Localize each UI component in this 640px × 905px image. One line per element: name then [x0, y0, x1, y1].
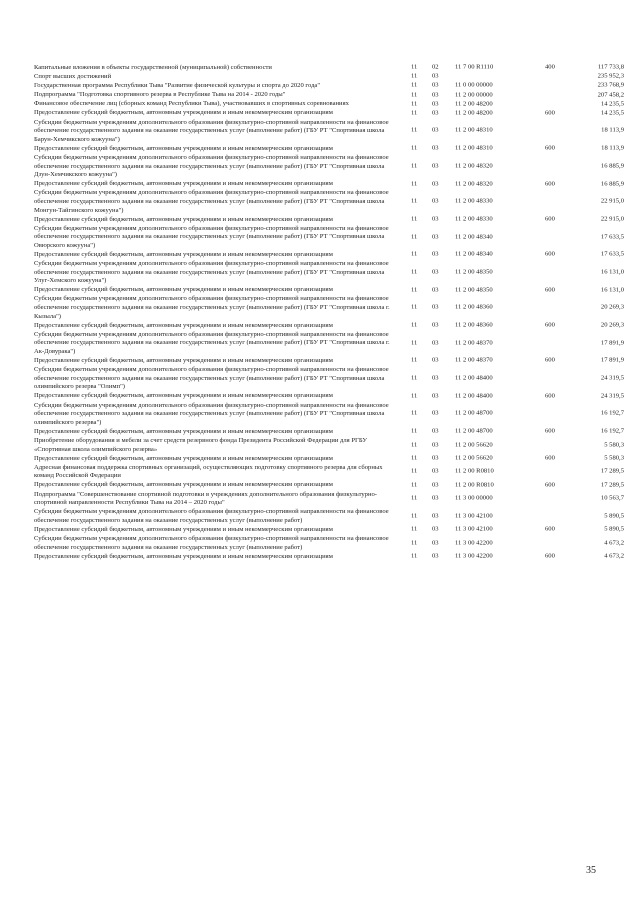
expense-type-code: 600	[545, 180, 555, 188]
table-row	[34, 154, 624, 180]
expense-type-code: 600	[545, 286, 555, 294]
table-row	[34, 109, 624, 118]
target-article-code: 11 2 00 56620	[455, 454, 493, 462]
target-article-code: 11 2 00 00000	[455, 91, 493, 99]
row-description: Предоставление субсидий бюджетным, автономным учреждениям и иным некоммерческим организациям	[34, 454, 333, 462]
expense-type-code: 400	[545, 64, 555, 71]
table-row	[34, 216, 624, 225]
subsection-code: 03	[432, 268, 439, 276]
section-code: 11	[411, 392, 418, 400]
subsection-code: 03	[432, 468, 439, 476]
amount: 10 563,7	[600, 494, 624, 502]
subsection-code: 03	[432, 73, 439, 81]
amount: 22 915,0	[600, 215, 624, 223]
section-code: 11	[411, 91, 418, 99]
table-row	[34, 295, 624, 321]
row-description: Капитальные вложения в объекты государственной (муниципальной) собственности	[34, 64, 272, 71]
section-code: 11	[411, 73, 418, 81]
expense-type-code: 600	[545, 357, 555, 365]
section-code: 11	[411, 197, 418, 205]
target-article-code: 11 2 00 48370	[455, 357, 493, 365]
section-code: 11	[411, 339, 418, 347]
amount: 4 673,2	[604, 539, 624, 547]
section-code: 11	[411, 494, 418, 502]
section-code: 11	[411, 215, 418, 223]
section-code: 11	[411, 525, 418, 533]
row-description: Спорт высших достижений	[34, 73, 112, 81]
amount: 117 733,8	[597, 64, 624, 71]
table-row	[34, 260, 624, 286]
amount: 17 633,5	[600, 233, 624, 241]
table-row	[34, 145, 624, 154]
subsection-code: 03	[432, 215, 439, 223]
row-description: Финансовое обеспечение лиц (сборных команд Республики Тыва), участвовавших в спортивных соревнованиях	[34, 100, 349, 108]
subsection-code: 03	[432, 286, 439, 294]
table-row	[34, 322, 624, 331]
table-row	[34, 481, 624, 490]
row-description: Приобретение оборудования и мебели за счет средств резервного фонда Президента Российской Федерации для РГБУ «Спортивная школа олимпийского резерва»	[34, 436, 368, 453]
amount: 233 768,9	[597, 82, 624, 90]
table-row	[34, 82, 624, 91]
row-description: Субсидии бюджетным учреждениям дополнительного образования физкультурно-спортивной направленности на финансовое обеспечение государственного задания на оказание государственных услуг (выполнение работ) (ГБУ РТ "Спортивная школа Дзун-Хемчикского кожууна")	[34, 153, 389, 179]
table-row	[34, 392, 624, 401]
amount: 16 131,0	[600, 286, 624, 294]
section-code: 11	[411, 127, 418, 135]
section-code: 11	[411, 82, 418, 90]
amount: 17 289,5	[600, 468, 624, 476]
section-code: 11	[411, 100, 418, 108]
row-description: Подпрограмма "Совершенствование спортивной подготовки в учреждениях дополнительного образования физкультурно-спортивной направленности Республики Тыва на 2014 – 2020 годы"	[34, 490, 377, 507]
section-code: 11	[411, 144, 418, 152]
section-code: 11	[411, 539, 418, 547]
row-description: Субсидии бюджетным учреждениям дополнительного образования физкультурно-спортивной направленности на финансовое обеспечение государственного задания на оказание государственных услуг (выполнение работ) (ГБУ РТ "Спортивная школа Барун-Хемчикского кожууна")	[34, 118, 389, 143]
row-description: Предоставление субсидий бюджетным, автономным учреждениям и иным некоммерческим организациям	[34, 525, 333, 533]
subsection-code: 03	[432, 82, 439, 90]
amount: 20 269,3	[600, 304, 624, 312]
subsection-code: 03	[432, 481, 439, 489]
expense-type-code: 600	[545, 250, 555, 258]
row-description: Субсидии бюджетным учреждениям дополнительного образования физкультурно-спортивной направленности на финансовое обеспечение государственного задания на оказание государственных услуг (выполнение работ) (ГБУ РТ "Спортивная школа г. Ак-Довурака")	[34, 330, 390, 355]
amount: 16 885,9	[600, 162, 624, 170]
amount: 14 235,5	[600, 109, 624, 117]
target-article-code: 11 2 00 48340	[455, 233, 493, 241]
amount: 5 890,5	[604, 512, 624, 520]
subsection-code: 03	[432, 392, 439, 400]
target-article-code: 11 2 00 48700	[455, 410, 493, 418]
section-code: 11	[411, 180, 418, 188]
amount: 20 269,3	[600, 321, 624, 329]
amount: 207 458,2	[597, 91, 624, 99]
table-row	[34, 428, 624, 437]
row-description: Предоставление субсидий бюджетным, автономным учреждениям и иным некоммерческим организациям	[34, 481, 333, 489]
amount: 17 891,9	[600, 357, 624, 365]
target-article-code: 11 3 00 42200	[455, 539, 493, 547]
subsection-code: 02	[432, 64, 439, 71]
amount: 16 131,0	[600, 268, 624, 276]
subsection-code: 03	[432, 454, 439, 462]
table-row	[34, 508, 624, 525]
section-code: 11	[411, 268, 418, 276]
page-number: 35	[586, 865, 596, 876]
subsection-code: 03	[432, 162, 439, 170]
target-article-code: 11 2 00 48370	[455, 339, 493, 347]
subsection-code: 03	[432, 552, 439, 560]
target-article-code: 11 2 00 48350	[455, 268, 493, 276]
target-article-code: 11 2 00 56620	[455, 441, 493, 449]
target-article-code: 11 2 00 48340	[455, 250, 493, 258]
row-description: Предоставление субсидий бюджетным, автономным учреждениям и иным некоммерческим организациям	[34, 392, 333, 400]
section-code: 11	[411, 162, 418, 170]
row-description: Предоставление субсидий бюджетным, автономным учреждениям и иным некоммерческим организациям	[34, 427, 333, 435]
row-description: Субсидии бюджетным учреждениям дополнительного образования физкультурно-спортивной направленности на финансовое обеспечение государственного задания на оказание государственных услуг (выполнение работ) (ГБУ РТ "Спортивная школа Улуг-Хемского кожууна")	[34, 260, 389, 285]
target-article-code: 11 2 00 48700	[455, 427, 493, 435]
target-article-code: 11 2 00 48200	[455, 100, 493, 108]
target-article-code: 11 2 00 48400	[455, 392, 493, 400]
subsection-code: 03	[432, 374, 439, 382]
table-row	[34, 73, 624, 82]
target-article-code: 11 3 00 42100	[455, 525, 493, 533]
subsection-code: 03	[432, 512, 439, 520]
subsection-code: 03	[432, 100, 439, 108]
subsection-code: 03	[432, 144, 439, 152]
subsection-code: 03	[432, 441, 439, 449]
expense-type-code: 600	[545, 392, 555, 400]
row-description: Подпрограмма "Подготовка спортивного резерва в Республике Тыва на 2014 - 2020 годы"	[34, 91, 286, 99]
section-code: 11	[411, 512, 418, 520]
subsection-code: 03	[432, 250, 439, 258]
expense-type-code: 600	[545, 321, 555, 329]
subsection-code: 03	[432, 525, 439, 533]
row-description: Предоставление субсидий бюджетным, автономным учреждениям и иным некоммерческим организациям	[34, 552, 333, 560]
subsection-code: 03	[432, 127, 439, 135]
section-code: 11	[411, 109, 418, 117]
subsection-code: 03	[432, 357, 439, 365]
target-article-code: 11 2 00 48360	[455, 304, 493, 312]
target-article-code: 11 7 00 R1110	[455, 64, 494, 71]
subsection-code: 03	[432, 197, 439, 205]
row-description: Предоставление субсидий бюджетным, автономным учреждениям и иным некоммерческим организациям	[34, 357, 333, 365]
expense-type-code: 600	[545, 481, 555, 489]
subsection-code: 03	[432, 91, 439, 99]
row-description: Предоставление субсидий бюджетным, автономным учреждениям и иным некоммерческим организациям	[34, 215, 333, 223]
amount: 22 915,0	[600, 197, 624, 205]
section-code: 11	[411, 233, 418, 241]
table-row	[34, 455, 624, 464]
expense-type-code: 600	[545, 427, 555, 435]
target-article-code: 11 2 00 R0810	[455, 468, 494, 476]
table-row	[34, 189, 624, 215]
row-description: Субсидии бюджетным учреждениям дополнительного образования физкультурно-спортивной направленности на финансовое обеспечение государственного задания на оказание государственных услуг (выполнение работ)	[34, 508, 389, 524]
row-description: Адресная финансовая поддержка спортивных организаций, осуществляющих подготовку спортивного резерва для сборных команд Российской Федерации	[34, 463, 383, 480]
subsection-code: 03	[432, 233, 439, 241]
table-row	[34, 464, 624, 481]
target-article-code: 11 3 00 42100	[455, 512, 493, 520]
amount: 18 113,9	[601, 127, 624, 135]
table-row	[34, 225, 624, 251]
amount: 16 192,7	[600, 410, 624, 418]
target-article-code: 11 2 00 48310	[455, 144, 493, 152]
table-row	[34, 357, 624, 366]
section-code: 11	[411, 468, 418, 476]
row-description: Предоставление субсидий бюджетным, автономным учреждениям и иным некоммерческим организациям	[34, 109, 333, 117]
target-article-code: 11 2 00 R0810	[455, 481, 494, 489]
amount: 16 885,9	[600, 180, 624, 188]
subsection-code: 03	[432, 339, 439, 347]
expense-type-code: 600	[545, 552, 555, 560]
table-row	[34, 526, 624, 535]
section-code: 11	[411, 481, 418, 489]
subsection-code: 03	[432, 304, 439, 312]
amount: 16 192,7	[600, 427, 624, 435]
amount: 4 673,2	[604, 552, 624, 560]
table-row	[34, 100, 624, 109]
expense-type-code: 600	[545, 525, 555, 533]
table-row	[34, 491, 624, 508]
expense-type-code: 600	[545, 109, 555, 117]
expense-type-code: 600	[545, 454, 555, 462]
amount: 235 952,3	[597, 73, 624, 81]
table-row	[34, 286, 624, 295]
table-row	[34, 64, 624, 73]
amount: 5 580,3	[604, 441, 624, 449]
target-article-code: 11 2 00 48400	[455, 374, 493, 382]
amount: 18 113,9	[601, 144, 624, 152]
subsection-code: 03	[432, 427, 439, 435]
section-code: 11	[411, 357, 418, 365]
row-description: Субсидии бюджетным учреждениям дополнительного образования физкультурно-спортивной направленности на финансовое обеспечение государственного задания на оказание государственных услуг (выполнение работ) (ГБУ РТ "Спортивная школа олимпийского резерва "Олимп")	[34, 366, 389, 391]
table-row	[34, 402, 624, 428]
table-row	[34, 251, 624, 260]
row-description: Предоставление субсидий бюджетным, автономным учреждениям и иным некоммерческим организациям	[34, 180, 333, 188]
section-code: 11	[411, 427, 418, 435]
section-code: 11	[411, 374, 418, 382]
target-article-code: 11 2 00 48350	[455, 286, 493, 294]
table-row	[34, 553, 624, 562]
amount: 17 891,9	[600, 339, 624, 347]
target-article-code: 11 0 00 00000	[455, 82, 493, 90]
amount: 17 633,5	[600, 250, 624, 258]
row-description: Субсидии бюджетным учреждениям дополнительного образования физкультурно-спортивной направленности на финансовое обеспечение государственного задания на оказание государственных услуг (выполнение работ) (ГБУ РТ "Спортивная школа г. Кызыла")	[34, 295, 390, 320]
target-article-code: 11 2 00 48330	[455, 197, 493, 205]
table-row	[34, 366, 624, 392]
budget-table	[34, 64, 624, 561]
row-description: Субсидии бюджетным учреждениям дополнительного образования физкультурно-спортивной направленности на финансовое обеспечение государственного задания на оказание государственных услуг (выполнение работ) (ГБУ РТ "Спортивная школа олимпийского резерва")	[34, 401, 389, 426]
row-description: Предоставление субсидий бюджетным, автономным учреждениям и иным некоммерческим организациям	[34, 144, 333, 152]
target-article-code: 11 2 00 48320	[455, 180, 493, 188]
section-code: 11	[411, 441, 418, 449]
table-row	[34, 91, 624, 100]
table-row	[34, 437, 624, 454]
expense-type-code: 600	[545, 144, 555, 152]
amount: 17 289,5	[600, 481, 624, 489]
table-row	[34, 331, 624, 357]
subsection-code: 03	[432, 321, 439, 329]
row-description: Субсидии бюджетным учреждениям дополнительного образования физкультурно-спортивной направленности на финансовое обеспечение государственного задания на оказание государственных услуг (выполнение работ) (ГБУ РТ "Спортивная школа Монгун-Тайгинского кожууна")	[34, 189, 389, 214]
section-code: 11	[411, 552, 418, 560]
target-article-code: 11 2 00 48320	[455, 162, 493, 170]
subsection-code: 03	[432, 410, 439, 418]
amount: 5 890,5	[604, 525, 624, 533]
section-code: 11	[411, 304, 418, 312]
section-code: 11	[411, 321, 418, 329]
row-description: Субсидии бюджетным учреждениям дополнительного образования физкультурно-спортивной направленности на финансовое обеспечение государственного задания на оказание государственных услуг (выполнение работ) (ГБУ РТ "Спортивная школа Овюрского кожууна")	[34, 224, 389, 249]
section-code: 11	[411, 454, 418, 462]
amount: 5 580,3	[604, 454, 624, 462]
amount: 24 319,5	[600, 392, 624, 400]
table-row	[34, 119, 624, 145]
row-description: Предоставление субсидий бюджетным, автономным учреждениям и иным некоммерческим организациям	[34, 250, 333, 258]
subsection-code: 03	[432, 109, 439, 117]
amount: 24 319,5	[600, 374, 624, 382]
row-description: Предоставление субсидий бюджетным, автономным учреждениям и иным некоммерческим организациям	[34, 321, 333, 329]
section-code: 11	[411, 286, 418, 294]
row-description: Государственная программа Республики Тыва "Развитие физической культуры и спорта до 2020 года"	[34, 82, 321, 90]
target-article-code: 11 2 00 48330	[455, 215, 493, 223]
section-code: 11	[411, 250, 418, 258]
row-description: Предоставление субсидий бюджетным, автономным учреждениям и иным некоммерческим организациям	[34, 286, 333, 294]
subsection-code: 03	[432, 494, 439, 502]
target-article-code: 11 3 00 42200	[455, 552, 493, 560]
target-article-code: 11 2 00 48200	[455, 109, 493, 117]
section-code: 11	[411, 410, 418, 418]
section-code: 11	[411, 64, 418, 71]
amount: 14 235,5	[600, 100, 624, 108]
table-row	[34, 535, 624, 552]
table-row	[34, 180, 624, 189]
subsection-code: 03	[432, 180, 439, 188]
target-article-code: 11 2 00 48310	[455, 127, 493, 135]
target-article-code: 11 2 00 48360	[455, 321, 493, 329]
row-description: Субсидии бюджетным учреждениям дополнительного образования физкультурно-спортивной направленности на финансовое обеспечение государственного задания на оказание государственных услуг (выполнение работ)	[34, 534, 389, 551]
target-article-code: 11 3 00 00000	[455, 494, 493, 502]
expense-type-code: 600	[545, 215, 555, 223]
subsection-code: 03	[432, 539, 439, 547]
